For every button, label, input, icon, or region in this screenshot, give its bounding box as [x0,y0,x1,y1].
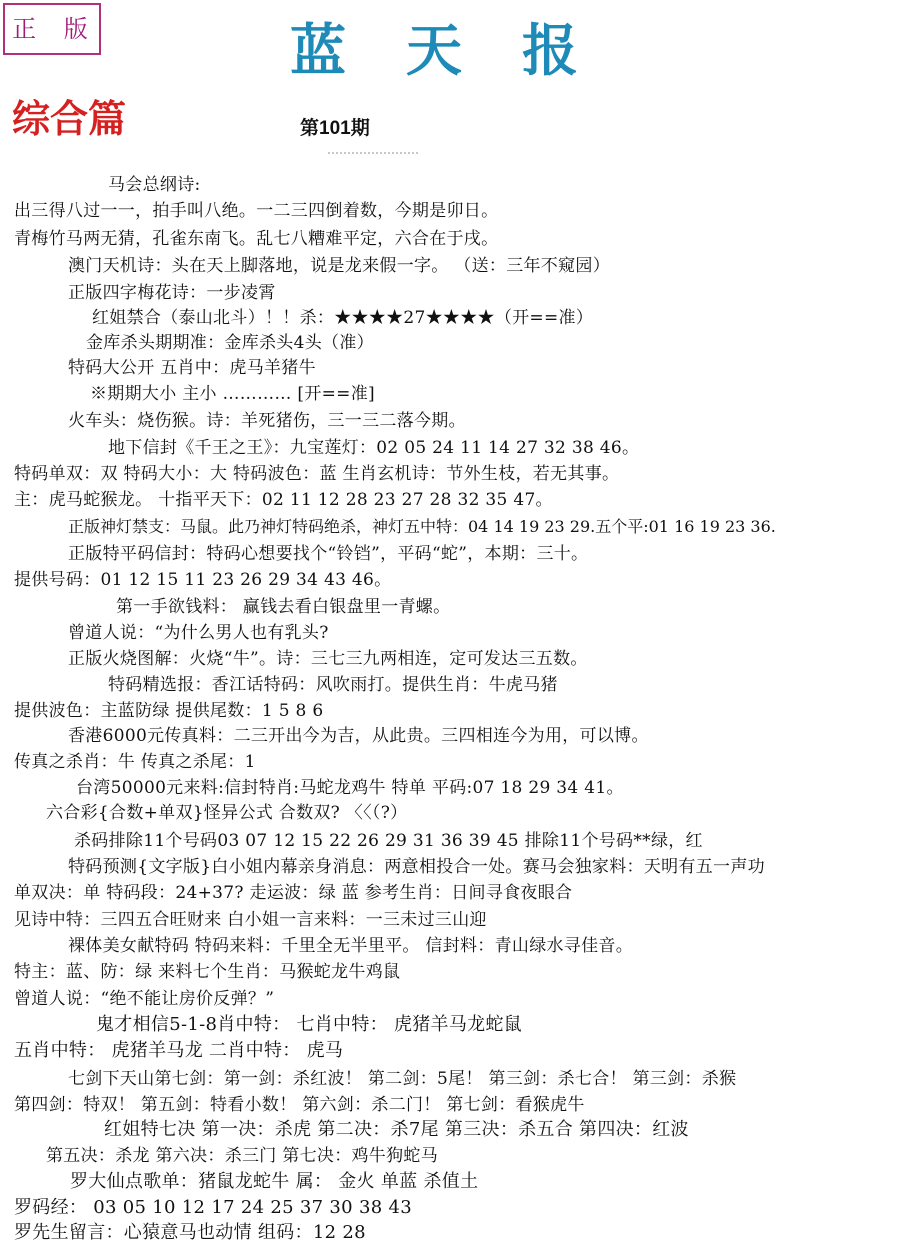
text-line: 正版神灯禁支：马鼠。此乃神灯特码绝杀，神灯五中特：04 14 19 23 29.五个平:01 16 19 23 36. [68,517,776,536]
text-line: 马会总纲诗: [108,175,201,195]
text-line: 五肖中特： 虎猪羊马龙 二肖中特： 虎马 [14,1040,344,1061]
text-line: 红姐禁合（泰山北斗）！！杀：★★★★27★★★★（开==准） [92,308,594,328]
text-line: 裸体美女献特码 特码来料：千里全无半里平。 信封料：青山绿水寻佳音。 [68,936,634,956]
authentic-stamp: 正 版 [3,3,101,55]
text-line: 主：虎马蛇猴龙。 十指平天下：02 11 12 28 23 27 28 32 35 47。 [14,490,553,510]
text-line: 罗码经： 03 05 10 12 17 24 25 37 30 38 43 [14,1197,412,1218]
text-line: 曾道人说：“为什么男人也有乳头? [68,623,329,643]
text-line: 台湾50000元来料:信封特肖:马蛇龙鸡牛 特单 平码:07 18 29 34 41。 [76,778,624,798]
text-line: 正版特平码信封：特码心想要找个“铃铛”，平码“蛇”，本期：三十。 [68,544,589,564]
text-line: 罗大仙点歌单：猪鼠龙蛇牛 属： 金火 单蓝 杀值土 [70,1171,479,1192]
issue-number: 第101期 [300,118,370,139]
text-line: 青梅竹马两无猜，孔雀东南飞。乱七八糟难平定，六合在于戌。 [14,229,499,249]
text-line: 正版四字梅花诗：一步凌霄 [68,283,276,303]
dotted-divider [328,152,418,156]
text-line: 提供号码：01 12 15 11 23 26 29 34 43 46。 [14,570,392,590]
text-line: 第四剑：特双！ 第五剑：特看小数！ 第六剑：杀二门！ 第七剑：看猴虎牛 [14,1095,585,1115]
text-line: 特码单双：双 特码大小：大 特码波色：蓝 生肖玄机诗：节外生枝，若无其事。 [14,464,620,484]
text-line: 金库杀头期期准：金库杀头4头（准） [86,333,374,353]
text-line: 第五决：杀龙 第六决：杀三门 第七决：鸡牛狗蛇马 [46,1146,439,1166]
text-line: 火车头：烧伤猴。诗：羊死猪伤，三一三二落今期。 [68,411,466,431]
text-line: 正版火烧图解：火烧“牛”。诗：三七三九两相连，定可发达三五数。 [68,649,588,669]
text-line: 单双决：单 特码段：24+37? 走运波：绿 蓝 参考生肖：日间寻食夜眼合 [14,883,573,903]
text-line: 特码精选报：香江话特码：风吹雨打。提供生肖：牛虎马猪 [108,675,558,695]
text-line: 曾道人说：“绝不能让房价反弹？” [14,989,275,1009]
masthead-title: 蓝天报 [290,18,638,84]
text-line: 传真之杀肖：牛 传真之杀尾：1 [14,752,256,772]
text-line: 澳门天机诗：头在天上脚落地，说是龙来假一字。 （送：三年不窥园） [68,256,611,276]
text-line: ※期期大小 主小 ………… [开==准] [90,384,375,404]
text-line: 红姐特七决 第一决：杀虎 第二决：杀7尾 第三决：杀五合 第四决：红波 [104,1119,689,1140]
text-line: 第一手欲钱料： 赢钱去看白银盘里一青螺。 [116,597,451,617]
text-line: 见诗中特：三四五合旺财来 白小姐一言来料：一三未过三山迎 [14,910,487,930]
text-line: 出三得八过一一，拍手叫八绝。一二三四倒着数，今期是卯日。 [14,201,499,221]
text-line: 提供波色：主蓝防绿 提供尾数：1 5 8 6 [14,701,324,721]
text-line: 杀码排除11个号码03 07 12 15 22 26 29 31 36 39 45 排除11个号码**绿，红 [74,831,703,851]
text-line: 七剑下天山第七剑：第一剑：杀红波！ 第二剑：5尾！ 第三剑：杀七合！ 第三剑：杀猴 [68,1069,737,1089]
text-line: 特主：蓝、防：绿 来料七个生肖：马猴蛇龙牛鸡鼠 [14,962,401,982]
text-line: 六合彩{合数+单双}怪异公式 合数双? 〈〈（?） [46,803,408,823]
text-line: 地下信封《千王之王》：九宝莲灯：02 05 24 11 14 27 32 38 46。 [108,438,640,458]
text-line: 特码预测{文字版}白小姐内幕亲身消息：两意相投合一处。赛马会独家料：天明有五一声功 [68,857,765,877]
text-line: 罗先生留言：心猿意马也动情 组码：12 28 [14,1222,366,1243]
section-title: 综合篇 [12,96,127,141]
text-line: 鬼才相信5-1-8肖中特： 七肖中特： 虎猪羊马龙蛇鼠 [96,1014,523,1035]
text-line: 特码大公开 五肖中：虎马羊猪牛 [68,358,316,378]
text-line: 香港6000元传真料：二三开出今为吉，从此贵。三四相连今为用，可以博。 [68,726,649,746]
